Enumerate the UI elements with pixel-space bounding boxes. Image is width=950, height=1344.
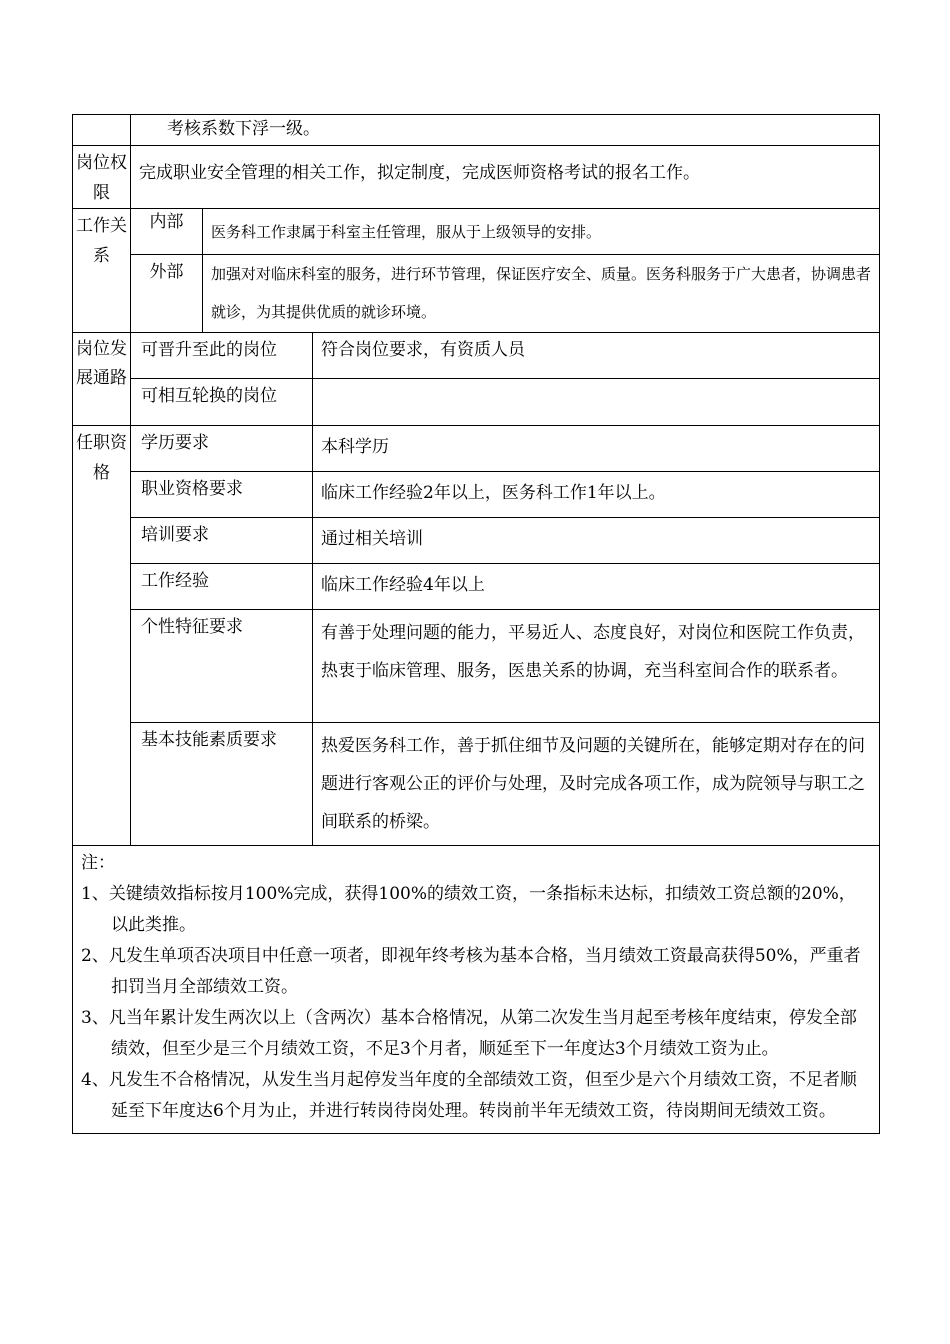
- note-item-2: 2、凡发生单项否决项目中任意一项者，即视年终考核为基本合格，当月绩效工资最高获得50%，严重者扣罚当月全部绩效工资。: [81, 946, 861, 997]
- qual-education-label: 学历要求: [131, 426, 313, 472]
- qualification-label: 任职资格: [73, 426, 131, 846]
- qual-row-certification: [73, 472, 880, 518]
- qual-skills-value: 热爱医务科工作，善于抓住细节及问题的关键所在，能够定期对存在的问题进行客观公正的评价与处理，及时完成各项工作，成为院领导与职工之间联系的桥梁。: [313, 723, 880, 846]
- authority-row: [73, 146, 880, 209]
- notes-heading: 注：: [81, 853, 115, 873]
- qual-row-education: [73, 426, 880, 472]
- qual-row-personality: [73, 610, 880, 723]
- qual-personality-label: 个性特征要求: [131, 610, 313, 723]
- note-item-3: 3、凡当年累计发生两次以上（含两次）基本合格情况，从第二次发生当月起至考核年度结束，停发全部绩效，但至少是三个月绩效工资，不足3个月者，顺延至下一年度达3个月绩效工资为止。: [81, 1008, 857, 1059]
- top-row-text: 考核系数下浮一级。: [131, 115, 880, 146]
- relations-internal-text: 医务科工作隶属于科室主任管理，服从于上级领导的安排。: [203, 209, 880, 255]
- career-rotation-value: [313, 379, 880, 426]
- job-description-form: [72, 114, 879, 1134]
- job-table: [72, 114, 880, 1134]
- qual-training-label: 培训要求: [131, 518, 313, 564]
- notes-cell: [73, 846, 880, 1134]
- top-row-category: [73, 115, 131, 146]
- career-rotation-label: 可相互轮换的岗位: [131, 379, 313, 426]
- career-row-2: [73, 379, 880, 426]
- note-item-4: 4、凡发生不合格情况，从发生当月起停发当年度的全部绩效工资，但至少是六个月绩效工资，不足者顺延至下年度达6个月为止，并进行转岗待岗处理。转岗前半年无绩效工资，待岗期间无绩效工资。: [81, 1070, 857, 1121]
- qual-training-value: 通过相关培训: [313, 518, 880, 564]
- relations-label: 工作关系: [73, 209, 131, 333]
- relations-external-row: [73, 255, 880, 333]
- relations-external-label: 外部: [131, 255, 203, 333]
- qual-row-experience: [73, 564, 880, 610]
- relations-internal-label: 内部: [131, 209, 203, 255]
- qual-certification-value: 临床工作经验2年以上，医务科工作1年以上。: [313, 472, 880, 518]
- authority-label: 岗位权限: [73, 146, 131, 209]
- note-item-1: 1、关键绩效指标按月100%完成，获得100%的绩效工资，一条指标未达标，扣绩效工资总额的20%，以此类推。: [81, 884, 856, 935]
- qual-row-skills: [73, 723, 880, 846]
- relations-internal-row: [73, 209, 880, 255]
- career-label: 岗位发展通路: [73, 333, 131, 426]
- career-promotion-value: 符合岗位要求，有资质人员: [313, 333, 880, 379]
- qual-experience-label: 工作经验: [131, 564, 313, 610]
- authority-text: 完成职业安全管理的相关工作，拟定制度，完成医师资格考试的报名工作。: [131, 146, 880, 209]
- qual-skills-label: 基本技能素质要求: [131, 723, 313, 846]
- notes-row: [73, 846, 880, 1134]
- qual-row-training: [73, 518, 880, 564]
- career-row-1: [73, 333, 880, 379]
- qual-education-value: 本科学历: [313, 426, 880, 472]
- relations-external-text: 加强对对临床科室的服务，进行环节管理，保证医疗安全、质量。医务科服务于广大患者，协调患者就诊，为其提供优质的就诊环境。: [203, 255, 880, 333]
- career-promotion-label: 可晋升至此的岗位: [131, 333, 313, 379]
- top-row: [73, 115, 880, 146]
- qual-experience-value: 临床工作经验4年以上: [313, 564, 880, 610]
- qual-personality-value: 有善于处理问题的能力，平易近人、态度良好，对岗位和医院工作负责，热衷于临床管理、服务，医患关系的协调，充当科室间合作的联系者。: [313, 610, 880, 723]
- qual-certification-label: 职业资格要求: [131, 472, 313, 518]
